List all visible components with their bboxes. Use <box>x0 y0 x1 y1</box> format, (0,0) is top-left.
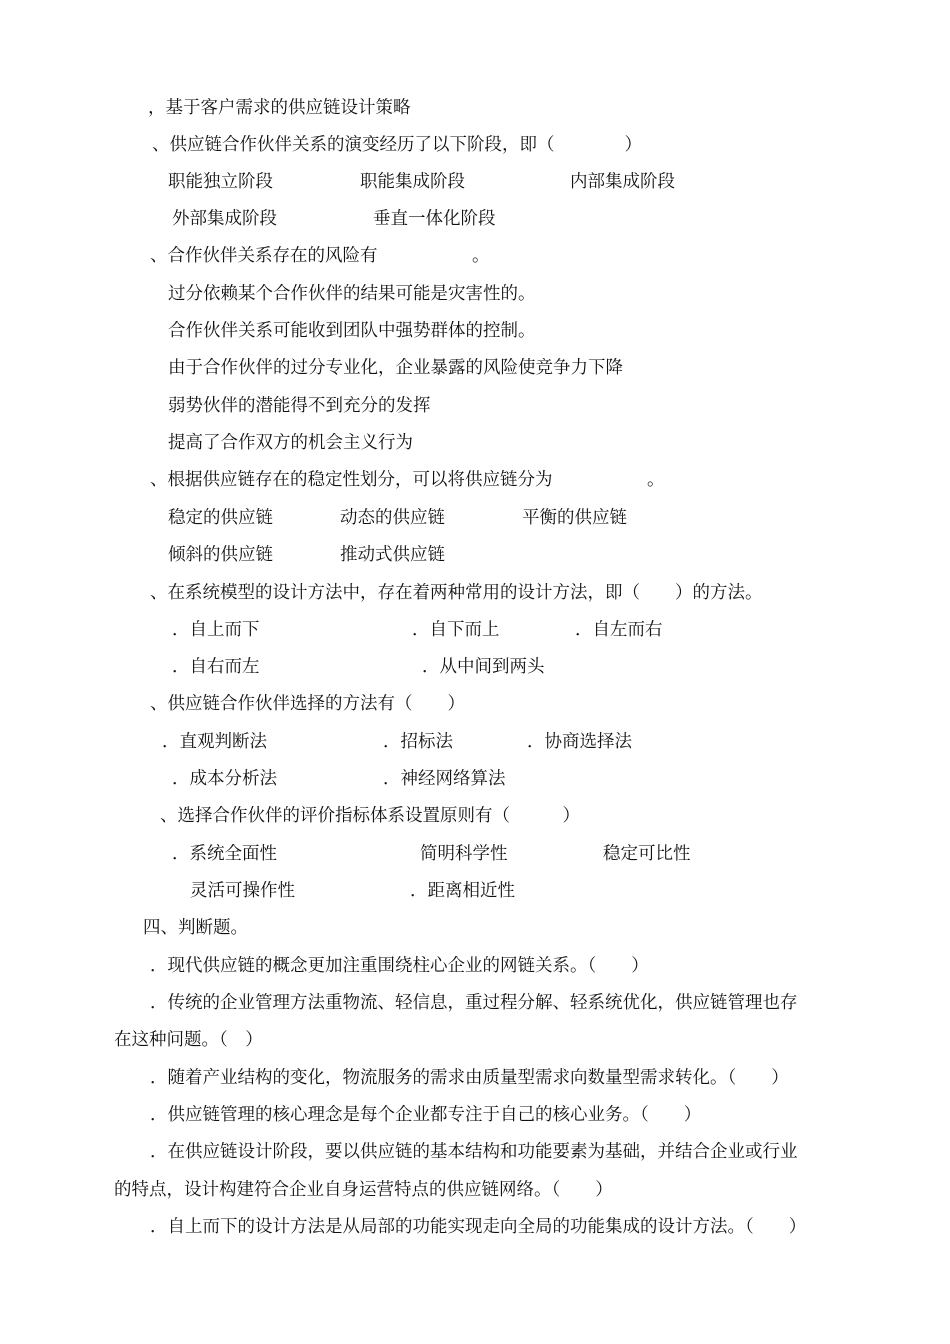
option-e: ．从中间到两头 <box>422 657 545 677</box>
option-a: ．直观判断法 <box>162 732 267 752</box>
option-e: 提高了合作双方的机会主义行为 <box>168 433 413 453</box>
option-c: 稳定可比性 <box>603 844 691 864</box>
judgment-item-5-cont: 的特点，设计构建符合企业自身运营特点的供应链网络。（ ） <box>114 1180 613 1200</box>
option-c: 由于合作伙伴的过分专业化，企业暴露的风险使竞争力下降 <box>168 358 623 378</box>
option-d: 弱势伙伴的潜能得不到充分的发挥 <box>168 396 431 416</box>
question-9-end: 。 <box>647 470 665 490</box>
option-c: ．协商选择法 <box>527 732 632 752</box>
text-line: ，基于客户需求的供应链设计策略 <box>148 98 411 118</box>
judgment-item-4: ．供应链管理的核心理念是每个企业都专注于自己的核心业务。（ ） <box>150 1105 702 1125</box>
option-a: 过分依赖某个合作伙伴的结果可能是灾害性的。 <box>168 284 536 304</box>
question-9: 、根据供应链存在的稳定性划分，可以将供应链分为 <box>150 470 553 490</box>
question-10: 、在系统模型的设计方法中，存在着两种常用的设计方法，即（ ）的方法。 <box>150 583 763 603</box>
option-b: 简明科学性 <box>420 844 508 864</box>
option-a: 稳定的供应链 <box>168 508 273 528</box>
option-d: ．自右而左 <box>172 657 260 677</box>
question-8: 、合作伙伴关系存在的风险有 <box>150 246 378 266</box>
option-a: ．系统全面性 <box>172 844 277 864</box>
option-a: ．自上而下 <box>172 620 260 640</box>
option-b: 动态的供应链 <box>340 508 445 528</box>
judgment-item-2: ．传统的企业管理方法重物流、轻信息，重过程分解、轻系统优化，供应链管理也存 <box>150 993 798 1013</box>
option-a: 职能独立阶段 <box>168 172 273 192</box>
question-11: 、供应链合作伙伴选择的方法有（ ） <box>150 694 465 714</box>
option-d: 灵活可操作性 <box>190 881 295 901</box>
judgment-item-2-cont: 在这种问题。（ ） <box>114 1030 263 1050</box>
option-c: ．自左而右 <box>575 620 663 640</box>
option-b: ．招标法 <box>383 732 453 752</box>
question-12: 、选择合作伙伴的评价指标体系设置原则有（ ） <box>160 806 580 826</box>
option-d: 倾斜的供应链 <box>168 545 273 565</box>
question-7: 、供应链合作伙伴关系的演变经历了以下阶段，即（ ） <box>152 135 642 155</box>
option-e: 垂直一体化阶段 <box>373 209 496 229</box>
option-e: ．距离相近性 <box>410 881 515 901</box>
option-c: 内部集成阶段 <box>570 172 675 192</box>
judgment-item-3: ．随着产业结构的变化，物流服务的需求由质量型需求向数量型需求转化。（ ） <box>150 1068 789 1088</box>
option-b: 合作伙伴关系可能收到团队中强势群体的控制。 <box>168 321 536 341</box>
option-b: ．自下而上 <box>412 620 500 640</box>
option-d: 外部集成阶段 <box>172 209 277 229</box>
question-8-end: 。 <box>472 246 490 266</box>
option-b: 职能集成阶段 <box>360 172 465 192</box>
option-e: ．神经网络算法 <box>383 769 506 789</box>
option-c: 平衡的供应链 <box>522 508 627 528</box>
judgment-item-5: ．在供应链设计阶段，要以供应链的基本结构和功能要素为基础，并结合企业或行业 <box>150 1142 798 1162</box>
section-heading: 四、判断题。 <box>143 918 248 938</box>
judgment-item-6: ．自上而下的设计方法是从局部的功能实现走向全局的功能集成的设计方法。（ ） <box>150 1217 807 1237</box>
option-d: ．成本分析法 <box>172 769 277 789</box>
judgment-item-1: ．现代供应链的概念更加注重围绕柱心企业的网链关系。（ ） <box>150 956 649 976</box>
option-e: 推动式供应链 <box>340 545 445 565</box>
